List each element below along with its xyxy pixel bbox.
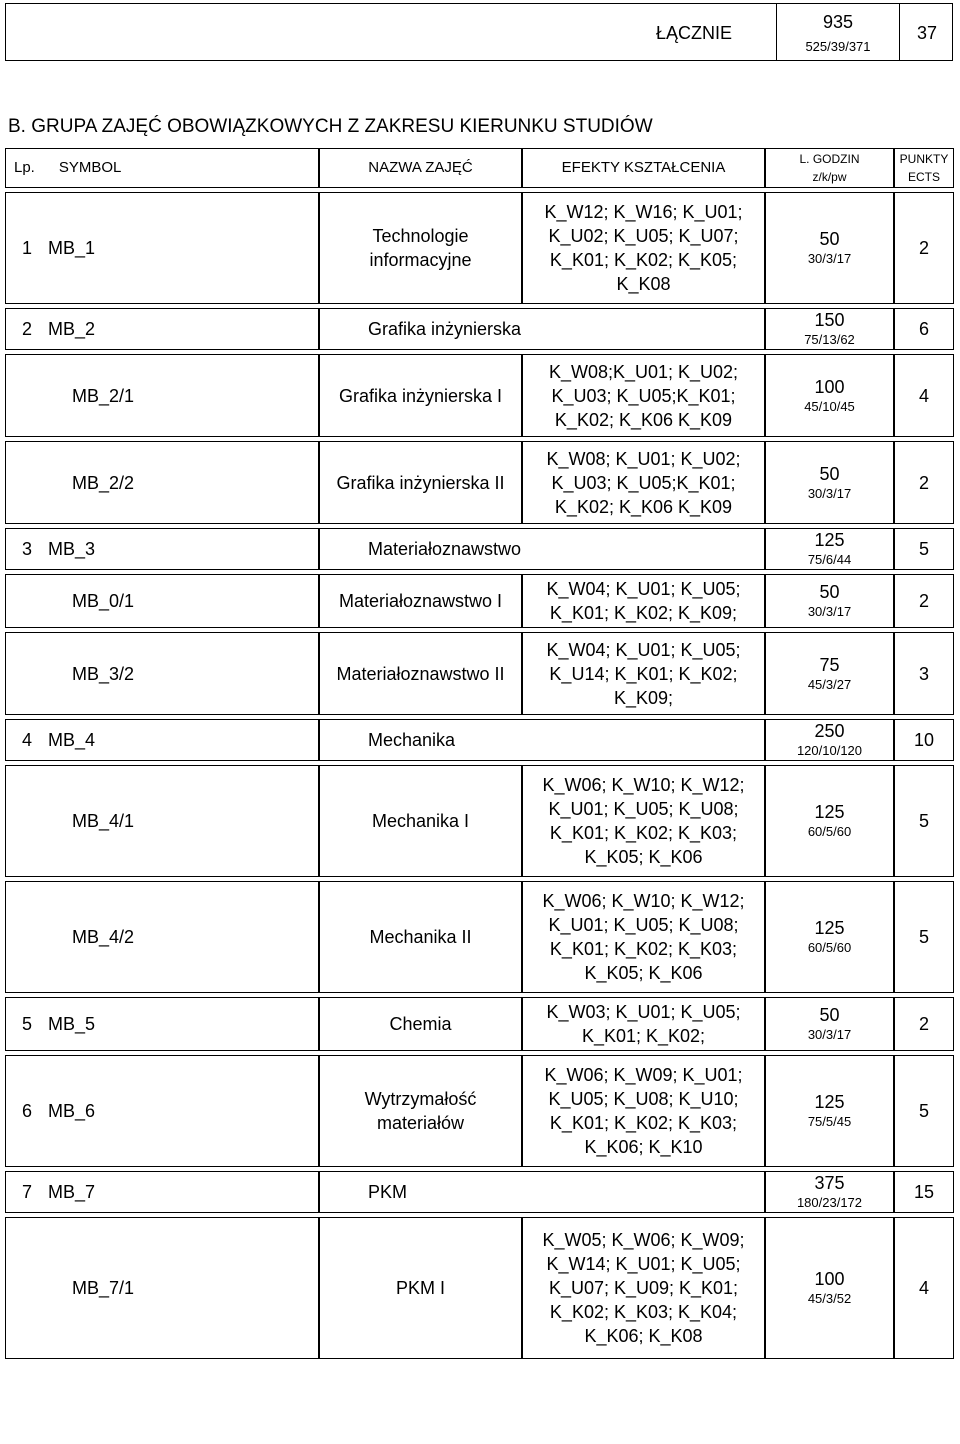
learning-effects-line: K_W14; K_U01; K_U05; [546, 1254, 741, 1274]
hours-total: 250 [814, 721, 845, 741]
table-row [5, 719, 954, 761]
learning-effects-cell [522, 765, 765, 877]
course-name-cell [319, 192, 522, 304]
course-name: Materiałoznawstwo II [336, 663, 505, 684]
hours-total: 125 [814, 530, 845, 550]
hours-cell [765, 632, 894, 715]
row-symbol: MB_7 [48, 1182, 96, 1202]
ects-cell: 2 [894, 997, 954, 1051]
row-symbol: MB_2 [48, 319, 96, 339]
learning-effects-line: K_U02; K_U05; K_U07; [548, 226, 739, 246]
course-name-cell [319, 765, 522, 877]
header-hours-line1: L. GODZIN [799, 152, 860, 166]
course-name-cell [319, 632, 522, 715]
table-row [5, 1217, 954, 1359]
learning-effects-line: K_U14; K_K01; K_K02; [549, 663, 738, 684]
hours-split: 30/3/17 [807, 1027, 852, 1042]
table-row [5, 1171, 954, 1213]
learning-effects-line: K_K02; K_K03; K_K04; [549, 1302, 738, 1322]
header-name: NAZWA ZAJĘĆ [319, 148, 522, 188]
total-summary [5, 3, 953, 61]
course-name: Chemia [389, 1014, 452, 1034]
course-name-cell [319, 997, 522, 1051]
courses-table [5, 144, 954, 1363]
row-lp: 6 [21, 1101, 32, 1121]
hours-split: 30/3/17 [807, 251, 852, 266]
course-name-cell [319, 1055, 522, 1167]
table-row [5, 881, 954, 993]
hours-total: 50 [819, 582, 840, 602]
total-label: ŁĄCZNIE [656, 23, 733, 43]
learning-effects-line: K_K02; K_K06 K_K09 [554, 496, 733, 517]
hours-split: 60/5/60 [807, 824, 852, 839]
lp-symbol-cell [5, 441, 319, 524]
lp-symbol-cell [5, 881, 319, 993]
hours-split: 30/3/17 [807, 604, 852, 619]
course-name: Technologie informacyjne [369, 226, 472, 270]
course-name-cell [319, 528, 765, 570]
learning-effects-line: K_K01; K_K02; K_K03; [549, 939, 738, 959]
hours-cell [765, 308, 894, 350]
learning-effects-cell [522, 441, 765, 524]
total-hours: 935 [822, 12, 854, 32]
learning-effects-line: K_K01; K_K02; K_K09; [549, 603, 738, 623]
learning-effects-line: K_K01; K_K02; K_K05; [549, 250, 738, 270]
course-name-cell [319, 354, 522, 437]
learning-effects-cell [522, 574, 765, 628]
learning-effects-cell [522, 192, 765, 304]
course-name-cell [319, 719, 765, 761]
lp-symbol-cell [5, 574, 319, 628]
learning-effects-cell [522, 632, 765, 715]
lp-symbol-cell [5, 997, 319, 1051]
header-ects-line1: PUNKTY [899, 152, 949, 166]
row-symbol: MB_1 [48, 238, 96, 258]
hours-cell [765, 997, 894, 1051]
ects-cell: 15 [894, 1171, 954, 1213]
course-name: Materiałoznawstwo I [338, 591, 503, 611]
table-row [5, 632, 954, 715]
learning-effects-line: K_W03; K_U01; K_U05; [546, 1002, 741, 1022]
hours-split: 75/13/62 [804, 332, 855, 347]
course-name-cell [319, 1171, 765, 1213]
learning-effects-cell [522, 1055, 765, 1167]
course-name: PKM [368, 1182, 408, 1202]
table-row [5, 528, 954, 570]
course-name-cell [319, 881, 522, 993]
lp-symbol-cell [5, 1217, 319, 1359]
header-ects [894, 148, 954, 188]
row-lp: 3 [21, 539, 32, 559]
learning-effects-line: K_U01; K_U05; K_U08; [548, 799, 739, 819]
learning-effects-line: K_W08; K_U01; K_U02; [546, 448, 741, 469]
learning-effects-line: K_K02; K_K06 K_K09 [554, 409, 733, 430]
header-lp: Lp. [14, 159, 35, 176]
learning-effects-cell [522, 997, 765, 1051]
row-symbol: MB_4/2 [72, 927, 135, 947]
header-hours-line2: z/k/pw [812, 170, 847, 184]
learning-effects-line: K_W04; K_U01; K_U05; [546, 579, 741, 599]
learning-effects-line: K_K05; K_K06 [584, 963, 703, 983]
learning-effects-line: K_U03; K_U05;K_K01; [551, 385, 736, 406]
hours-total: 50 [819, 463, 840, 484]
row-lp: 1 [21, 238, 32, 258]
header-hours [765, 148, 894, 188]
course-name: PKM I [395, 1278, 445, 1298]
row-symbol: MB_2/1 [72, 385, 135, 406]
learning-effects-line: K_K08 [616, 274, 671, 294]
hours-split: 45/3/52 [807, 1291, 852, 1306]
row-symbol: MB_6 [48, 1101, 96, 1121]
hours-split: 45/3/27 [807, 676, 852, 692]
section-title: B. GRUPA ZAJĘĆ OBOWIĄZKOWYCH Z ZAKRESU KIERUNKU STUDIÓW [8, 116, 653, 137]
row-symbol: MB_7/1 [72, 1278, 135, 1298]
hours-cell [765, 528, 894, 570]
hours-total: 50 [819, 1005, 840, 1025]
hours-total: 100 [814, 376, 845, 397]
course-name: Grafika inżynierska I [338, 385, 503, 406]
hours-cell [765, 441, 894, 524]
learning-effects-line: K_W06; K_W10; K_W12; [542, 775, 745, 795]
lp-symbol-cell [5, 528, 319, 570]
ects-cell: 10 [894, 719, 954, 761]
table-row [5, 1055, 954, 1167]
learning-effects-line: K_K01; K_K02; K_K03; [549, 823, 738, 843]
learning-effects-line: K_W08;K_U01; K_U02; [548, 361, 739, 382]
ects-cell: 5 [894, 1055, 954, 1167]
learning-effects-cell [522, 881, 765, 993]
ects-cell: 5 [894, 881, 954, 993]
hours-split: 75/5/45 [807, 1114, 852, 1129]
ects-cell: 4 [894, 354, 954, 437]
table-row [5, 765, 954, 877]
row-symbol: MB_5 [48, 1014, 96, 1034]
learning-effects-line: K_K01; K_K02; [581, 1026, 706, 1046]
table-row [5, 441, 954, 524]
hours-total: 50 [819, 229, 840, 249]
hours-total: 125 [814, 1092, 845, 1112]
row-lp: 7 [21, 1182, 32, 1202]
row-lp: 4 [21, 730, 32, 750]
learning-effects-line: K_W06; K_W09; K_U01; [544, 1065, 743, 1085]
table-row [5, 192, 954, 304]
hours-total: 150 [814, 310, 845, 330]
hours-cell [765, 1055, 894, 1167]
course-name-cell [319, 1217, 522, 1359]
hours-split: 45/10/45 [804, 398, 855, 414]
lp-symbol-cell [5, 354, 319, 437]
hours-total: 100 [814, 1269, 845, 1289]
ects-cell: 3 [894, 632, 954, 715]
row-symbol: MB_3/2 [72, 663, 135, 684]
course-name: Mechanika II [369, 927, 472, 947]
learning-effects-line: K_W06; K_W10; K_W12; [542, 891, 745, 911]
hours-cell [765, 1217, 894, 1359]
course-name: Wytrzymałość materiałów [364, 1089, 477, 1133]
row-symbol: MB_2/2 [72, 472, 135, 493]
ects-cell: 2 [894, 441, 954, 524]
hours-total: 375 [814, 1173, 845, 1193]
header-symbol: SYMBOL [58, 159, 122, 176]
learning-effects-cell [522, 1217, 765, 1359]
ects-cell: 5 [894, 528, 954, 570]
learning-effects-line: K_K01; K_K02; K_K03; [549, 1113, 738, 1133]
hours-cell [765, 192, 894, 304]
course-name: Grafika inżynierska [368, 319, 522, 339]
hours-total: 125 [814, 918, 845, 938]
row-lp: 5 [21, 1014, 32, 1034]
hours-cell [765, 719, 894, 761]
learning-effects-line: K_U03; K_U05;K_K01; [551, 472, 736, 493]
learning-effects-line: K_K05; K_K06 [584, 847, 703, 867]
hours-split: 180/23/172 [796, 1195, 863, 1210]
learning-effects-line: K_U07; K_U09; K_K01; [548, 1278, 739, 1298]
hours-cell [765, 881, 894, 993]
hours-cell [765, 1171, 894, 1213]
header-effects: EFEKTY KSZTAŁCENIA [522, 148, 765, 188]
header-lp-symbol [5, 148, 319, 188]
table-row [5, 997, 954, 1051]
header-ects-line2: ECTS [907, 170, 940, 184]
ects-cell: 4 [894, 1217, 954, 1359]
hours-split: 120/10/120 [796, 743, 863, 758]
learning-effects-line: K_K09; [613, 687, 674, 708]
learning-effects-line: K_W05; K_W06; K_W09; [542, 1230, 745, 1250]
learning-effects-cell [522, 354, 765, 437]
course-name: Grafika inżynierska II [336, 472, 505, 493]
ects-cell: 6 [894, 308, 954, 350]
course-name: Mechanika [368, 730, 456, 750]
course-name-cell [319, 574, 522, 628]
hours-total: 125 [814, 802, 845, 822]
course-name-cell [319, 308, 765, 350]
total-hours-split: 525/39/371 [805, 39, 871, 54]
row-symbol: MB_3 [48, 539, 96, 559]
hours-cell [765, 354, 894, 437]
lp-symbol-cell [5, 632, 319, 715]
hours-total: 75 [819, 654, 840, 675]
table-row [5, 308, 954, 350]
learning-effects-line: K_U01; K_U05; K_U08; [548, 915, 739, 935]
table-row [5, 354, 954, 437]
hours-split: 30/3/17 [807, 485, 852, 501]
ects-cell: 2 [894, 192, 954, 304]
hours-split: 75/6/44 [807, 552, 852, 567]
lp-symbol-cell [5, 765, 319, 877]
total-ects: 37 [916, 23, 938, 43]
row-symbol: MB_4/1 [72, 811, 135, 831]
learning-effects-line: K_U05; K_U08; K_U10; [548, 1089, 739, 1109]
lp-symbol-cell [5, 1171, 319, 1213]
lp-symbol-cell [5, 1055, 319, 1167]
row-lp: 2 [21, 319, 32, 339]
hours-cell [765, 574, 894, 628]
course-name: Mechanika I [371, 811, 470, 831]
lp-symbol-cell [5, 192, 319, 304]
table-header-row [5, 148, 954, 188]
course-name: Materiałoznawstwo [368, 539, 522, 559]
lp-symbol-cell [5, 308, 319, 350]
lp-symbol-cell [5, 719, 319, 761]
learning-effects-line: K_K06; K_K10 [584, 1137, 703, 1157]
row-symbol: MB_0/1 [72, 591, 135, 611]
hours-cell [765, 765, 894, 877]
hours-split: 60/5/60 [807, 940, 852, 955]
learning-effects-line: K_K06; K_K08 [584, 1326, 703, 1346]
ects-cell: 5 [894, 765, 954, 877]
row-symbol: MB_4 [48, 730, 96, 750]
learning-effects-line: K_W12; K_W16; K_U01; [544, 202, 743, 222]
course-name-cell [319, 441, 522, 524]
learning-effects-line: K_W04; K_U01; K_U05; [546, 639, 741, 660]
ects-cell: 2 [894, 574, 954, 628]
table-row [5, 574, 954, 628]
